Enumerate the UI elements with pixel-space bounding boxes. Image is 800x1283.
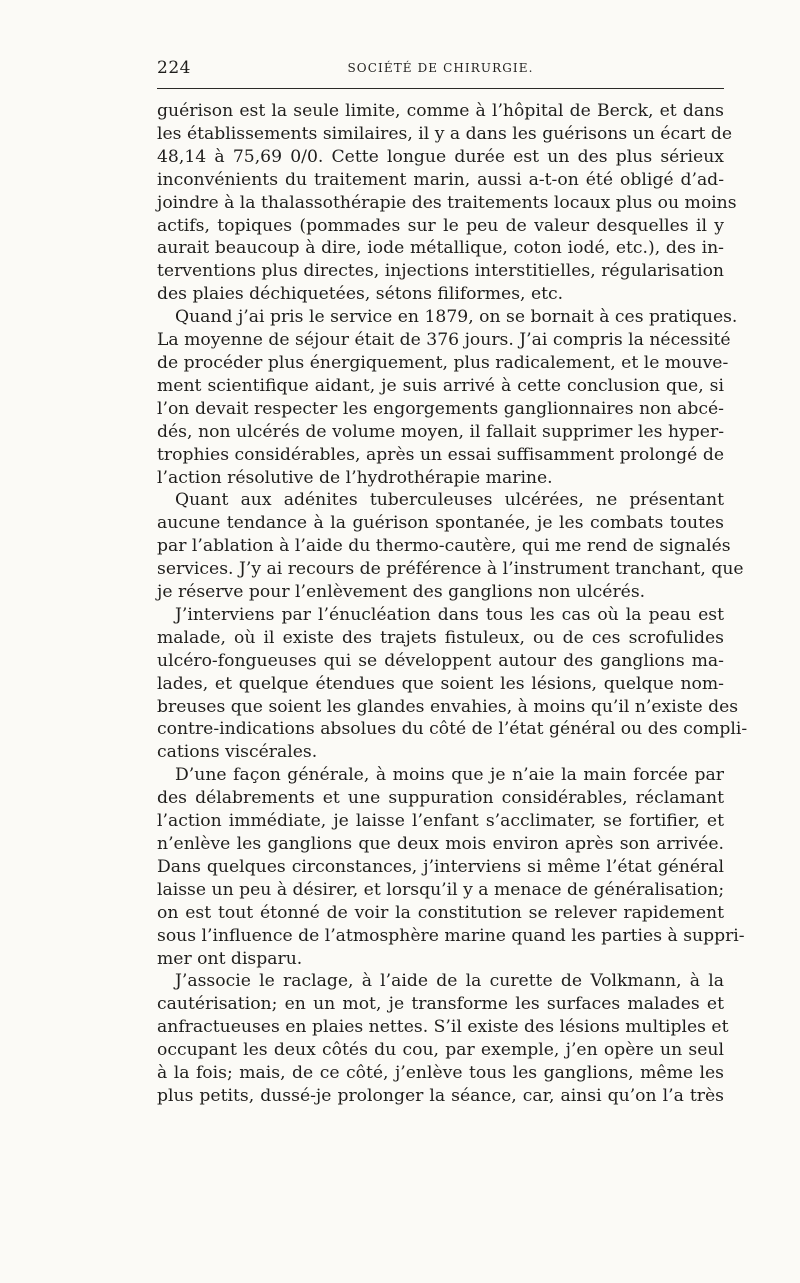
page-number: 224 — [157, 58, 191, 78]
text-line: D’une façon générale, à moins que je n’aie la main forcée par — [175, 765, 724, 786]
body-text — [157, 100, 748, 1108]
paragraph-2 — [157, 306, 738, 489]
text-line: ulcéro-fongueuses qui se développent autour des ganglions ma- — [157, 650, 724, 671]
text-line: Quant aux adénites tuberculeuses ulcérées, ne présentant — [175, 490, 724, 511]
paragraph-1 — [157, 100, 737, 306]
text-line: je réserve pour l’enlèvement des ganglions non ulcérés. — [157, 582, 646, 603]
text-line: par l’ablation à l’aide du thermo-cautère, qui me rend de signalés — [157, 536, 731, 557]
text-line: 48,14 à 75,69 0/0. Cette longue durée est un des plus sérieux — [157, 146, 724, 167]
text-line: contre-indications absolues du côté de l’état général ou des compli- — [157, 719, 748, 740]
text-line: trophies considérables, après un essai suffisamment prolongé de — [157, 444, 724, 465]
text-line: n’enlève les ganglions que deux mois environ après son arrivée. — [157, 834, 724, 854]
text-line: des délabrements et une suppuration considérables, réclamant — [157, 788, 724, 809]
text-line: les établissements similaires, il y a dans les guérisons un écart de — [157, 123, 733, 144]
text-line: des plaies déchiquetées, sétons filiformes, etc. — [157, 284, 564, 305]
text-line: l’action immédiate, je laisse l’enfant s’acclimater, se fortifier, et — [157, 811, 724, 832]
text-line: on est tout étonné de voir la constitution se relever rapidement — [157, 902, 724, 923]
text-line: mer ont disparu. — [157, 948, 303, 969]
text-line: Quand j’ai pris le service en 1879, on se bornait à ces pratiques. — [175, 307, 738, 328]
text-line: joindre à la thalassothérapie des traitements locaux plus ou moins — [157, 192, 737, 213]
paragraph-6 — [157, 970, 729, 1107]
text-line: l’action résolutive de l’hydrothérapie marine. — [157, 467, 553, 488]
text-line: anfractueuses en plaies nettes. S’il existe des lésions multiples et — [157, 1017, 729, 1038]
paragraph-3 — [157, 489, 744, 604]
text-line: lades, et quelque étendues que soient les lésions, quelque nom- — [157, 673, 724, 694]
text-line: Dans quelques circonstances, j’interviens si même l’état général — [157, 856, 724, 877]
text-line: services. J’y ai recours de préférence à l’instrument tranchant, que — [157, 559, 744, 580]
text-line: J’interviens par l’énucléation dans tous les cas où la peau est — [175, 604, 724, 625]
text-line: occupant les deux côtés du cou, par exemple, j’en opère un seul — [157, 1040, 724, 1061]
text-line: l’on devait respecter les engorgements ganglionnaires non abcé- — [157, 398, 724, 419]
text-line: cations viscérales. — [157, 742, 318, 763]
text-line: aucune tendance à la guérison spontanée, je les combats toutes — [157, 513, 724, 534]
text-line: dés, non ulcérés de volume moyen, il fallait supprimer les hyper- — [157, 421, 724, 442]
text-line: guérison est la seule limite, comme à l’hôpital de Berck, et dans — [157, 101, 724, 121]
text-line: breuses que soient les glandes envahies, à moins qu’il n’existe des — [157, 696, 739, 717]
text-line: actifs, topiques (pommades sur le peu de valeur desquelles il y — [157, 215, 724, 236]
header-rule — [157, 88, 724, 89]
text-line: plus petits, dussé-je prolonger la séance, car, ainsi qu’on l’a très — [157, 1085, 724, 1106]
running-head — [157, 58, 724, 82]
text-line: de procéder plus énergiquement, plus radicalement, et le mouve- — [157, 352, 729, 373]
text-line: inconvénients du traitement marin, aussi a-t-on été obligé d’ad- — [157, 169, 724, 190]
text-line: terventions plus directes, injections interstitielles, régularisation — [157, 261, 724, 282]
paragraph-5 — [157, 764, 745, 970]
text-line: J’associe le raclage, à l’aide de la curette de Volkmann, à la — [175, 971, 724, 992]
text-line: malade, où il existe des trajets fistuleux, ou de ces scrofulides — [157, 627, 724, 648]
text-line: cautérisation; en un mot, je transforme les surfaces malades et — [157, 994, 724, 1015]
text-line: sous l’influence de l’atmosphère marine quand les parties à suppri- — [157, 925, 745, 946]
running-title: SOCIÉTÉ DE CHIRURGIE. — [347, 61, 534, 75]
text-line: aurait beaucoup à dire, iode métallique, coton iodé, etc.), des in- — [157, 238, 724, 259]
text-line: à la fois; mais, de ce côté, j’enlève tous les ganglions, même les — [157, 1063, 724, 1084]
text-line: La moyenne de séjour était de 376 jours. J’ai compris la nécessité — [157, 330, 731, 351]
text-line: laisse un peu à désirer, et lorsqu’il y a menace de généralisation; — [157, 879, 725, 900]
text-line: ment scientifique aidant, je suis arrivé à cette conclusion que, si — [157, 375, 724, 396]
paragraph-4 — [157, 604, 748, 764]
